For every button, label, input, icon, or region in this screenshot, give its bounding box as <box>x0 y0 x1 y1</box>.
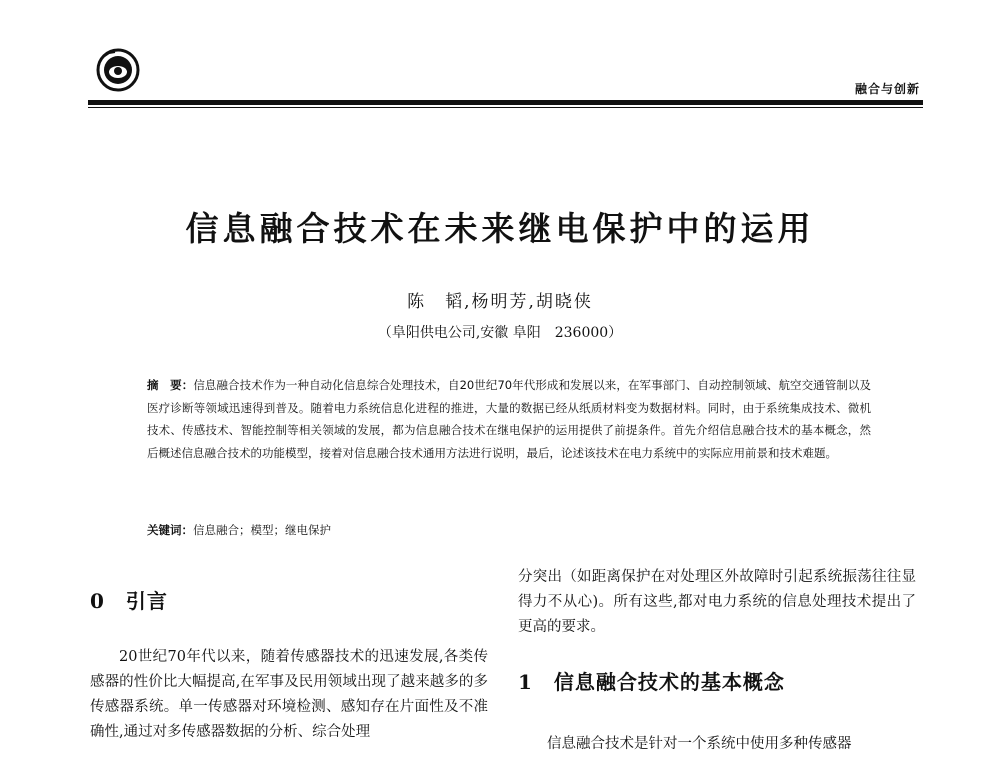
header-rule-thin <box>88 107 923 108</box>
header-rule-thick <box>88 100 923 105</box>
keywords <box>147 522 871 538</box>
abstract-label: 摘 要： <box>147 378 194 392</box>
keywords-label: 关键词： <box>147 523 193 537</box>
concept-heading: 1 信息融合技术的基本概念 <box>518 670 785 694</box>
journal-emblem-icon <box>95 47 141 93</box>
abstract <box>147 374 871 464</box>
emblem-graphic <box>95 47 141 93</box>
keywords-text: 信息融合；模型；继电保护 <box>193 523 331 537</box>
article-title: 信息融合技术在未来继电保护中的运用 <box>185 209 815 248</box>
article-authors: 陈 韬,杨明芳,胡晓侠 <box>407 292 593 312</box>
intro-heading: 0 引言 <box>90 589 168 613</box>
section-tag: 融合与创新 <box>854 82 920 96</box>
concept-paragraph: 信息融合技术是针对一个系统中使用多种传感器 <box>547 736 852 752</box>
intro-paragraph: 20世纪70年代以来，随着传感器技术的迅速发展,各类传感器的性价比大幅提高,在军事及民用领域出现了越来越多的多传感器系统。单一传感器对环境检测、感知存在片面性及不准确性,通过对多传感器数据的分析、综合处理 <box>90 649 488 740</box>
abstract-text: 信息融合技术作为一种自动化信息综合处理技术，自20世纪70年代形成和发展以来，在军事部门、自动控制领域、航空交通管制以及医疗诊断等领域迅速得到普及。随着电力系统信息化进程的推进，大量的数据已经从纸质材料变为数据材料。同时，由于系统集成技术、微机技术、传感技术、智能控制等相关领域的发展，都为信息融合技术在继电保护的运用提供了前提条件。首先介绍信息融合技术的基本概念，然后概述信息融合技术的功能模型，接着对信息融合技术通用方法进行说明，最后，论述该技术在电力系统中的实际应用前景和技术难题。 <box>147 378 871 460</box>
article-affiliation: （阜阳供电公司,安徽 阜阳 236000） <box>377 325 623 341</box>
right-column-paragraph: 分突出（如距离保护在对处理区外故障时引起系统振荡往往显得力不从心)。所有这些,都对电力系统的信息处理技术提出了更高的要求。 <box>518 569 916 635</box>
